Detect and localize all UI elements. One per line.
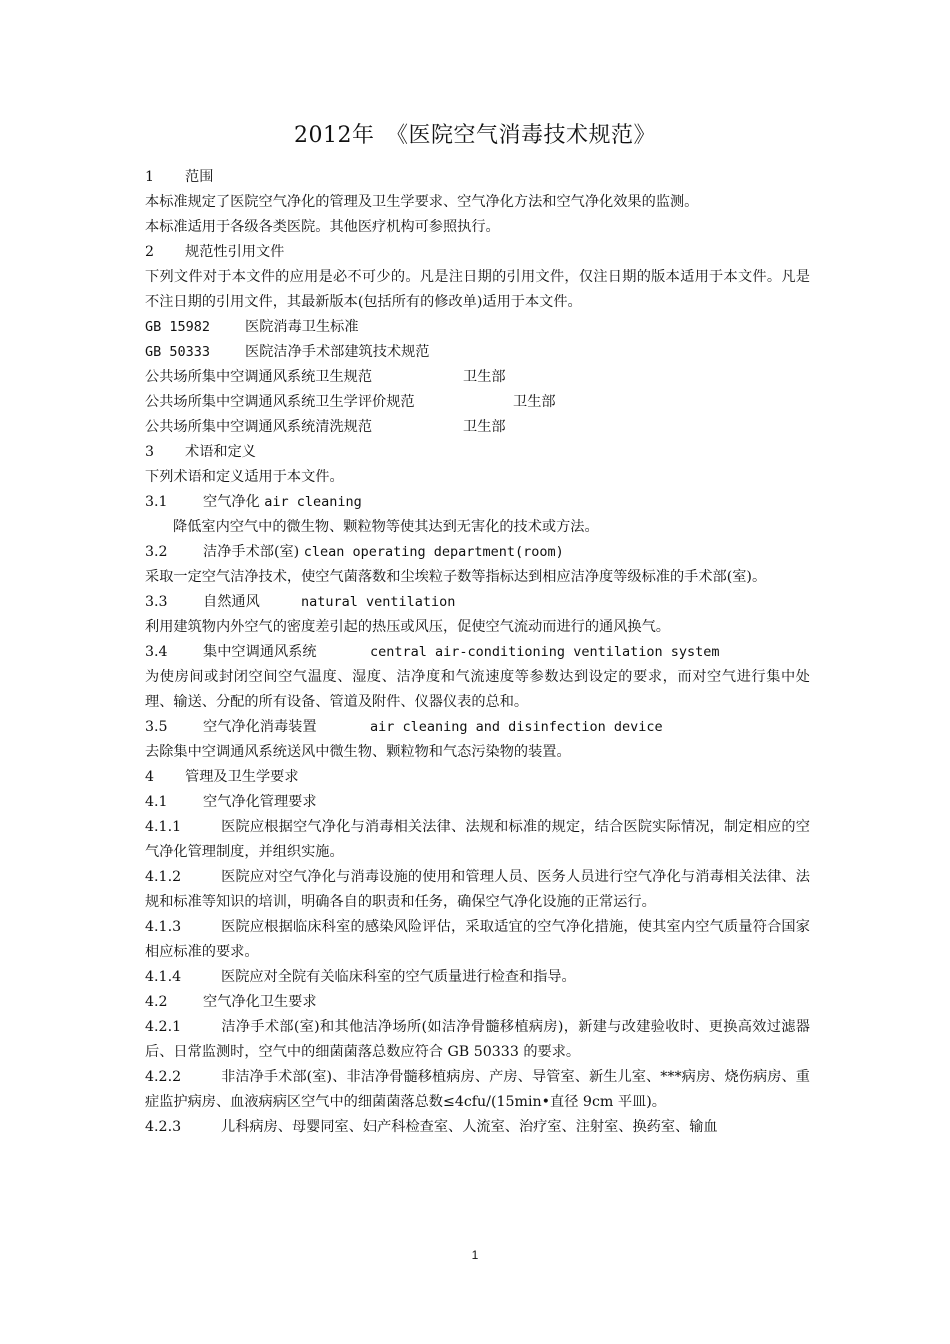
term-definition: 去除集中空调通风系统送风中微生物、颗粒物和气态污染物的装置。 <box>145 744 571 760</box>
paragraph: 下列术语和定义适用于本文件。 <box>145 469 344 485</box>
clause-text: 非洁净手术部(室)、非洁净骨髓移植病房、产房、导管室、新生儿室、***病房、烧伤病房、重症监护病房、血液病病区空气中的细菌菌落总数≤4cfu/(15min•直径 9cm 平皿)。 <box>145 1069 810 1110</box>
term-cn: 洁净手术部(室) <box>203 544 300 560</box>
clause-text: 医院应对全院有关临床科室的空气质量进行检查和指导。 <box>221 969 576 985</box>
term-definition: 降低室内空气中的微生物、颗粒物等使其达到无害化的技术或方法。 <box>173 519 599 535</box>
term-cn: 集中空调通风系统 <box>203 644 317 660</box>
term-cn: 自然通风 <box>203 594 260 610</box>
term-heading <box>145 540 810 565</box>
clause-number: 4.1.2 <box>145 869 182 885</box>
reference-org: 卫生部 <box>513 394 556 410</box>
section-number: 1 <box>145 169 155 185</box>
clause-number: 4.2.3 <box>145 1119 182 1135</box>
term-number: 3.1 <box>145 494 168 510</box>
term-heading <box>145 590 810 615</box>
reference-item <box>145 340 810 365</box>
clause-text: 洁净手术部(室)和其他洁净场所(如洁净骨髓移植病房)，新建与改建验收时、更换高效过滤器后、日常监测时，空气中的细菌菌落总数应符合 GB 50333 的要求。 <box>145 1019 810 1060</box>
term-number: 3.4 <box>145 644 168 660</box>
section-number: 2 <box>145 244 155 260</box>
clause <box>145 865 810 915</box>
clause-number: 4.1.3 <box>145 919 182 935</box>
reference-name: 公共场所集中空调通风系统卫生规范 <box>145 369 373 385</box>
paragraph: 本标准规定了医院空气净化的管理及卫生学要求、空气净化方法和空气净化效果的监测。 <box>145 194 699 210</box>
reference-code: GB 15982 <box>145 319 211 335</box>
clause <box>145 815 810 865</box>
term-en: clean operating department(room) <box>303 544 564 560</box>
reference-org: 卫生部 <box>463 419 506 435</box>
reference-name: 医院洁净手术部建筑技术规范 <box>245 344 430 360</box>
paragraph: 下列文件对于本文件的应用是必不可少的。凡是注日期的引用文件，仅注日期的版本适用于本文件。凡是不注日期的引用文件，其最新版本(包括所有的修改单)适用于本文件。 <box>145 269 810 310</box>
term-heading <box>145 715 810 740</box>
term-en: central air-conditioning ventilation system <box>370 644 720 660</box>
reference-item <box>145 365 810 390</box>
clause-number: 4.2.1 <box>145 1019 182 1035</box>
term-heading <box>145 490 810 515</box>
term-definition: 为使房间或封闭空间空气温度、湿度、洁净度和气流速度等参数达到设定的要求，而对空气进行集中处理、输送、分配的所有设备、管道及附件、仪器仪表的总和。 <box>145 669 810 710</box>
clause-text: 医院应根据空气净化与消毒相关法律、法规和标准的规定，结合医院实际情况，制定相应的空气净化管理制度，并组织实施。 <box>145 819 810 860</box>
clause-text: 医院应根据临床科室的感染风险评估，采取适宜的空气净化措施，使其室内空气质量符合国家相应标准的要求。 <box>145 919 810 960</box>
subsection-heading <box>145 790 810 815</box>
clause <box>145 1065 810 1115</box>
section-title: 范围 <box>185 169 214 185</box>
section-title: 管理及卫生学要求 <box>185 769 299 785</box>
term-en: air cleaning <box>264 494 362 510</box>
subsection-number: 4.2 <box>145 994 168 1010</box>
document-body <box>145 165 810 1140</box>
subsection-title: 空气净化管理要求 <box>203 794 317 810</box>
clause-number: 4.1.4 <box>145 969 182 985</box>
reference-org: 卫生部 <box>463 369 506 385</box>
section-heading-3 <box>145 440 810 465</box>
clause <box>145 915 810 965</box>
reference-item <box>145 390 810 415</box>
term-en: natural ventilation <box>301 594 456 610</box>
term-number: 3.5 <box>145 719 168 735</box>
clause-number: 4.2.2 <box>145 1069 182 1085</box>
subsection-heading <box>145 990 810 1015</box>
clause-number: 4.1.1 <box>145 819 182 835</box>
reference-code: GB 50333 <box>145 344 211 360</box>
clause <box>145 1115 810 1140</box>
section-title: 术语和定义 <box>185 444 256 460</box>
term-en: air cleaning and disinfection device <box>370 719 663 735</box>
reference-name: 医院消毒卫生标准 <box>245 319 359 335</box>
clause-text: 儿科病房、母婴同室、妇产科检查室、人流室、治疗室、注射室、换药室、输血 <box>221 1119 718 1135</box>
section-heading-1 <box>145 165 810 190</box>
term-heading <box>145 640 810 665</box>
term-number: 3.3 <box>145 594 168 610</box>
reference-item <box>145 315 810 340</box>
term-cn: 空气净化消毒装置 <box>203 719 317 735</box>
clause <box>145 1015 810 1065</box>
section-number: 4 <box>145 769 155 785</box>
term-definition: 采取一定空气洁净技术，使空气菌落数和尘埃粒子数等指标达到相应洁净度等级标准的手术部(室)。 <box>145 569 767 585</box>
reference-item <box>145 415 810 440</box>
paragraph: 本标准适用于各级各类医院。其他医疗机构可参照执行。 <box>145 219 500 235</box>
term-number: 3.2 <box>145 544 168 560</box>
reference-name: 公共场所集中空调通风系统清洗规范 <box>145 419 373 435</box>
page-number: 1 <box>471 1248 479 1262</box>
term-cn: 空气净化 <box>203 494 260 510</box>
document-title: 2012年 《医院空气消毒技术规范》 <box>294 123 656 148</box>
subsection-title: 空气净化卫生要求 <box>203 994 317 1010</box>
section-heading-2 <box>145 240 810 265</box>
term-definition: 利用建筑物内外空气的密度差引起的热压或风压，促使空气流动而进行的通风换气。 <box>145 619 670 635</box>
reference-name: 公共场所集中空调通风系统卫生学评价规范 <box>145 394 415 410</box>
section-title: 规范性引用文件 <box>185 244 285 260</box>
section-heading-4 <box>145 765 810 790</box>
clause <box>145 965 810 990</box>
clause-text: 医院应对空气净化与消毒设施的使用和管理人员、医务人员进行空气净化与消毒相关法律、法规和标准等知识的培训，明确各自的职责和任务，确保空气净化设施的正常运行。 <box>145 869 810 910</box>
section-number: 3 <box>145 444 155 460</box>
subsection-number: 4.1 <box>145 794 168 810</box>
